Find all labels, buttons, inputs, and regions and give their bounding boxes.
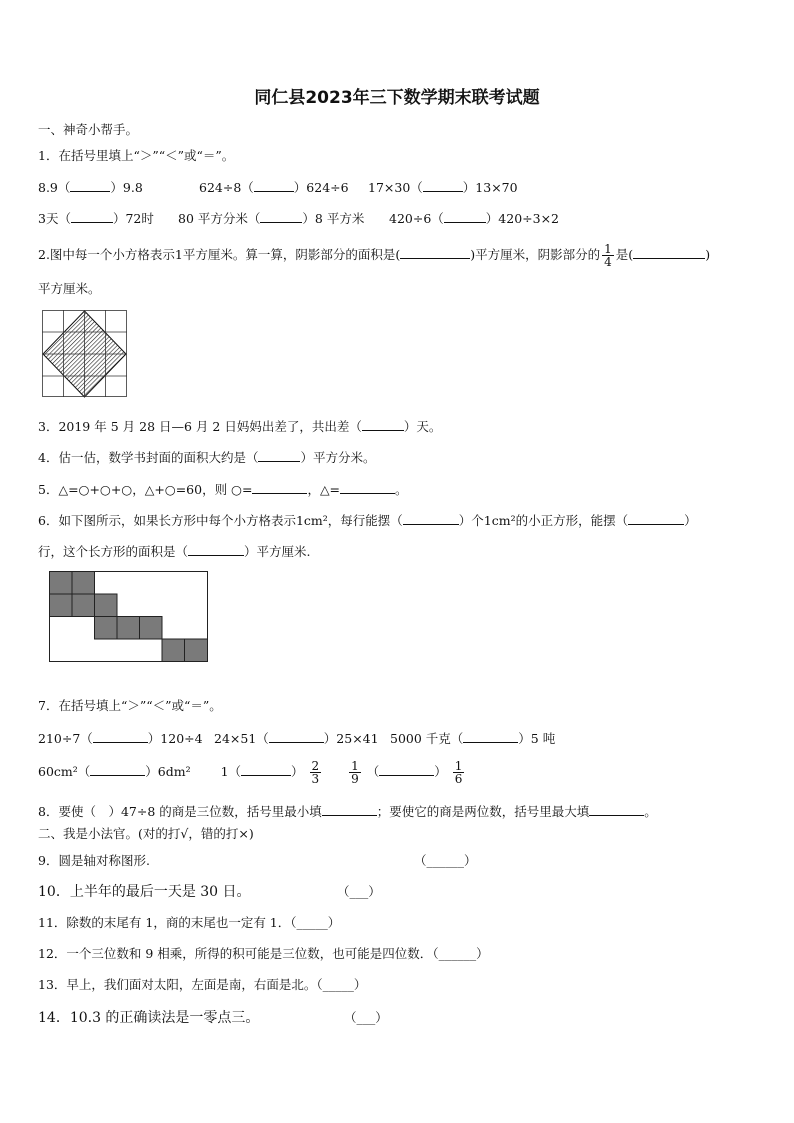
q1-item-4: 3天（ ）72时	[38, 211, 154, 226]
section-heading-2: 二、我是小法官。(对的打√，错的打×)	[38, 826, 254, 841]
page-title: 同仁县2023年三下数学期末联考试题	[254, 88, 540, 108]
question-7-stem: 7．在括号填上“＞”“＜”或“＝”。	[38, 698, 222, 713]
q1-item-6: 420÷6（ ）420÷3×2	[389, 211, 560, 226]
answer-blank[interactable]	[71, 211, 113, 223]
answer-blank[interactable]	[188, 544, 244, 556]
question-5: 5．△=○+○+○，△+○=60，则 ○= ，△= 。	[38, 482, 408, 497]
judge-item-14: 14．10.3 的正确读法是一零点三。	[38, 1010, 260, 1026]
judge-bracket-9[interactable]: （______）	[414, 853, 477, 868]
answer-blank[interactable]	[322, 804, 377, 816]
judge-bracket-13[interactable]: （_____）	[316, 977, 367, 992]
answer-blank[interactable]	[379, 764, 434, 776]
question-3: 3．2019 年 5 月 28 日—6 月 2 日妈妈出差了，共出差（ ）天。	[38, 419, 442, 434]
answer-blank[interactable]	[241, 764, 291, 776]
q7-item-1: 210÷7（ ）120÷4	[38, 731, 203, 746]
answer-blank[interactable]	[258, 450, 300, 462]
question-6-line-2: 行，这个长方形的面积是（ ）平方厘米.	[38, 544, 311, 559]
q1-item-3: 17×30（ ）13×70	[368, 180, 518, 195]
question-4: 4．估一估，数学书封面的面积大约是（ ）平方分米。	[38, 450, 376, 465]
answer-blank[interactable]	[400, 247, 470, 259]
judge-bracket-12[interactable]: （______）	[432, 946, 489, 961]
answer-blank[interactable]	[633, 247, 705, 259]
answer-blank[interactable]	[340, 482, 395, 494]
fraction: $\frac{1}{4}$	[604, 242, 612, 269]
answer-blank[interactable]	[628, 513, 684, 525]
question-8: 8．要使（ ）47÷8 的商是三位数，括号里最小填 ；要使它的商是两位数，括号里最大填 。	[38, 804, 657, 819]
answer-blank[interactable]	[252, 482, 307, 494]
q1-item-2: 624÷8（ ）624÷6	[199, 180, 349, 195]
answer-blank[interactable]	[444, 211, 486, 223]
grid-figure	[42, 310, 128, 398]
section-heading-1: 一、神奇小帮手。	[38, 122, 139, 137]
answer-blank[interactable]	[254, 180, 294, 192]
fraction: $\frac{1}{6}$	[454, 759, 463, 786]
answer-blank[interactable]	[589, 804, 644, 816]
judge-item-9: 9．圆是轴对称图形.	[38, 853, 150, 868]
q7-item-3: 5000 千克（ ）5 吨	[390, 731, 556, 746]
judge-item-12: 12．一个三位数和 9 相乘，所得的积可能是三位数，也可能是四位数．（______）	[38, 946, 489, 961]
judge-bracket-14[interactable]: （___）	[344, 1010, 388, 1025]
answer-blank[interactable]	[269, 731, 324, 743]
question-2-line-1: 2.图中每一个小方格表示1平方厘米。算一算，阴影部分的面积是( )平方厘米，阴影部分的 $\frac{1}{4}$ 是( )	[38, 242, 711, 269]
q1-item-1: 8.9（ ）9.8	[38, 180, 143, 195]
judge-item-10: 10．上半年的最后一天是 30 日。	[38, 884, 251, 900]
answer-blank[interactable]	[362, 419, 404, 431]
fraction: $\frac{1}{9}$	[351, 759, 359, 786]
answer-blank[interactable]	[90, 764, 145, 776]
judge-bracket-10[interactable]: （___）	[337, 884, 381, 899]
q7-row-2: 60cm²（ ）6dm² 1（ ） $\frac{2}{3}$ $\frac{1}{9}$ （ ） $\frac{1}{6}$	[38, 759, 463, 786]
fraction: $\frac{2}{3}$	[311, 759, 320, 786]
q7-item-2: 24×51（ ）25×41	[214, 731, 379, 746]
q1-item-5: 80 平方分米（ ）8 平方米	[178, 211, 365, 226]
answer-blank[interactable]	[260, 211, 302, 223]
answer-blank[interactable]	[70, 180, 110, 192]
answer-blank[interactable]	[93, 731, 148, 743]
judge-item-13: 13．早上，我们面对太阳，左面是南，右面是北。（_____）	[38, 977, 367, 992]
rectangle-figure	[48, 570, 210, 663]
question-2-line-2: 平方厘米。	[38, 281, 101, 296]
question-1-stem: 1．在括号里填上“＞”“＜”或“＝”。	[38, 148, 235, 163]
question-6-line-1: 6．如下图所示，如果长方形中每个小方格表示1cm²，每行能摆（ ）个1cm²的小正方形，能摆（ ）	[38, 513, 697, 528]
answer-blank[interactable]	[423, 180, 463, 192]
judge-item-11: 11．除数的末尾有 1，商的末尾也一定有 1．（_____）	[38, 915, 341, 930]
judge-bracket-11[interactable]: （_____）	[290, 915, 341, 930]
answer-blank[interactable]	[403, 513, 459, 525]
answer-blank[interactable]	[463, 731, 518, 743]
